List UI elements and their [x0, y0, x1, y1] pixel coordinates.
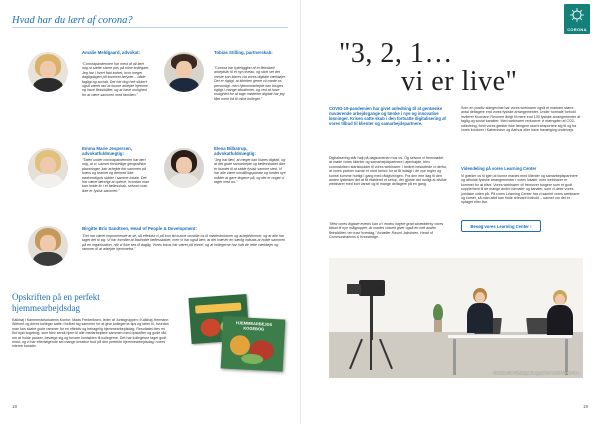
portrait-emma — [28, 148, 68, 188]
headline-line2: vi er live" — [401, 66, 518, 97]
body-text-1: Digitalisering står højt på dagsordenen hos os. Og selvom vi fremmødet at møde vores klienter og samarbejdspartnere i øjenhøjde, blev coronakrisen startskuddet til vores webinarer. I foråret besluttede vi derfor, at vores partner havde et stort behov for at få indsigt i de nye regler og kunne komme hurtigt i gang med rådgivningen. Fra den ene dag til den anden lykkedes det at få etableret et setup, der gjorde det muligt at afvikle webinarer med kort varsel og til mange deltagere på en gang. — [329, 156, 447, 187]
person-name: Elena Bilbatrup, advokatfuldmægtig: — [214, 146, 256, 156]
page-number-right: 19 — [582, 404, 588, 409]
person-name: Tobias Stilling, partnerskab: — [214, 50, 273, 55]
person-name: Emma Marie Jespersen, advokatfuldmægtig: — [82, 146, 133, 156]
cookbook-title: HJEMMEARBEJDS KOGEBOG — [235, 320, 273, 332]
person-quote: "Corona har tydeliggjort af et fleksibelt arbejdsliv til et nyt niveau, og stort set det meste kan klares via vores digitale værktøjer. Det er rigtigt, at klienten gerne vil møde os personligt, men hjemmearbejde kan bruges rigtigt i mange situationer, og ved at have mulighed for at tage møderne digitalt har jeg fået mere tid til mine kolleger." — [214, 66, 286, 101]
person-name: Birgitte Brix Sandtsen, Head of People & Development: — [82, 226, 197, 231]
cookbook-image — [184, 292, 290, 376]
subheading: Videndeling på vores Learning Center — [461, 166, 537, 171]
button-label: Besøg vores Learning Center › — [470, 223, 532, 229]
body-text-2: Som en positiv sidegevinst har vores webinarer også et markant større antal deltagere end vores fysiske arrangementer. Under normale forhold inviterer Kromann Reumert årligt til mere end 100 fysiske arrangementer af faglig og social karakter. Med webinarer reducerer vi mængden af CO2-udledning, fordi vores gæster ikke længere skal transportere sig til og fra vores kontorer i København og Aarhus eller have fravælging undervejs. — [461, 106, 581, 133]
portrait-tobias — [164, 52, 204, 92]
intro-text: COVID-19-pandemien har givet anledning til at gentænke nuværende arbejdsgange og tænke i nye og innovative løsninger. Krisen satte skub i den fortsatte digitalisering af vores tilbud til klienter og samarbejdspartnere. — [329, 106, 446, 126]
recipe-text: Kalkhøj i Kammeradvokatens Kontor, Mads Frederiksen, leder af Juristgruppen i Kalkhøj-Hermann Welnert og deres kolleger satte i foråret sig sammen for at give kollegerne tips og idéer til, hvordan man kan skabe gode rammer for en effektiv og behagelig hjemmearbejdsdag. Resultatet blev en flot trykt kogebog, som blev sendt hjem til alle medarbejdere sammen med opskrifter og gode råd om at holde pauser, bevæge sig og bevare kontakten til kollegerne. Det har kollegerne taget godt imod, og vi har efterfølgende set mange kreative bud på den perfekte hjemmearbejdsdag i vores interne kanaler. — [12, 318, 169, 349]
recipe-heading: Opskriften på en perfekt hjemmearbejdsdag — [12, 292, 100, 313]
section-title: Hvad har du lært af corona? — [12, 15, 133, 26]
person-quote: "Coronapandemien har mest af alt lært mig at sætte større pris på mine kollegaer. Jeg har i hvert fald indset, hvor meget dagligdagen på kontoret betyder – både fagligt og socialt. Det har dog helt sikkert også været rart at kunne arbejde hjemme og have fleksibilitet, og at have mulighed for at være sammen med familien." — [82, 62, 150, 97]
body-text-3: Vi glæder os til igen at kunne mødes med klienter og samarbejdspartnere og afholde fysiske arrangementer i vores lokaler, men webinarer er kommet for at blive. Vores webinarer vil fremover fungere som et godt supplement til de mange andre formater og kanaler, som vi deler vores juridiske viden på. På vores Learning Center har vi samlet vores webinarer og kurser, så man altid kan finde relevant indhold – uanset om det er optaget eller live. — [461, 174, 580, 205]
person-quote: "Jeg har lært, at meget kan klares digitalt, og at det gode samarbejde og fællesskabet ikke er bundet til at sidde fysisk samme sted. Vi har alle være omstillingsparate og fundet nye måder at gøre tingene på, og det er noget vi tager med os." — [214, 158, 286, 185]
virus-icon — [564, 6, 590, 26]
person-quote: "Det har været imponerende at se, så effektivt vi på kort tid kunne omstille os til mødestrukturer og arbejdsformer, og at alle har taget det til sig. Vi har formået at fastholde fællesskabet, men vi har også lært, at det kræver en særlig indsats at holde sammen på en organisation, når vi ikke ses til daglig. Vores fokus har været på trivsel, og at kollegerne har haft de rette værktøjer og rammer til at arbejde hjemmefra." — [82, 234, 286, 252]
right-page — [300, 0, 600, 424]
portrait-birgitte — [28, 226, 68, 266]
photo-caption: Christina Brix Westergaard og partner Henrik Nielsen live — [493, 371, 579, 375]
person-name: Amalie Meldgaard, advokat: — [82, 50, 141, 55]
person-quote: "Tiden under coronapandemien har lært mig, at vi, uanset forskellige geografiske placeringer, kan arbejde fint sammen på tværs og teamet og dermed ikke nødvendigvis sidder i samme lokale. Det har været lærerigt at opleve, hvordan man kan holde liv i et fællesskab, selvom man ikke er fysisk sammen." — [82, 158, 150, 193]
logo-text: CORONA — [567, 27, 587, 32]
page-number-left: 18 — [12, 404, 18, 409]
learning-center-button[interactable] — [461, 220, 541, 232]
headline-line1: "3, 2, 1… — [339, 38, 453, 69]
presenter-1 — [463, 288, 497, 338]
pull-quote: "Med vores digitale events kan vi i endnu højere grad skræddersy vores tilbud til nye målgrupper. At mødes virtuelt giver også en helt anden fleksibilitet i en travl hverdag," fortæller Rasmi Jakobsen, Head of Communications & Knowledge. — [329, 222, 444, 240]
portrait-elena — [164, 148, 204, 188]
presenter-2 — [543, 290, 577, 340]
webinar-photo — [329, 258, 583, 378]
corona-logo — [564, 4, 590, 34]
person-quote-cont — [12, 118, 152, 131]
camera-rig — [341, 272, 401, 372]
left-header — [12, 10, 288, 28]
portrait-amalie — [28, 52, 68, 92]
